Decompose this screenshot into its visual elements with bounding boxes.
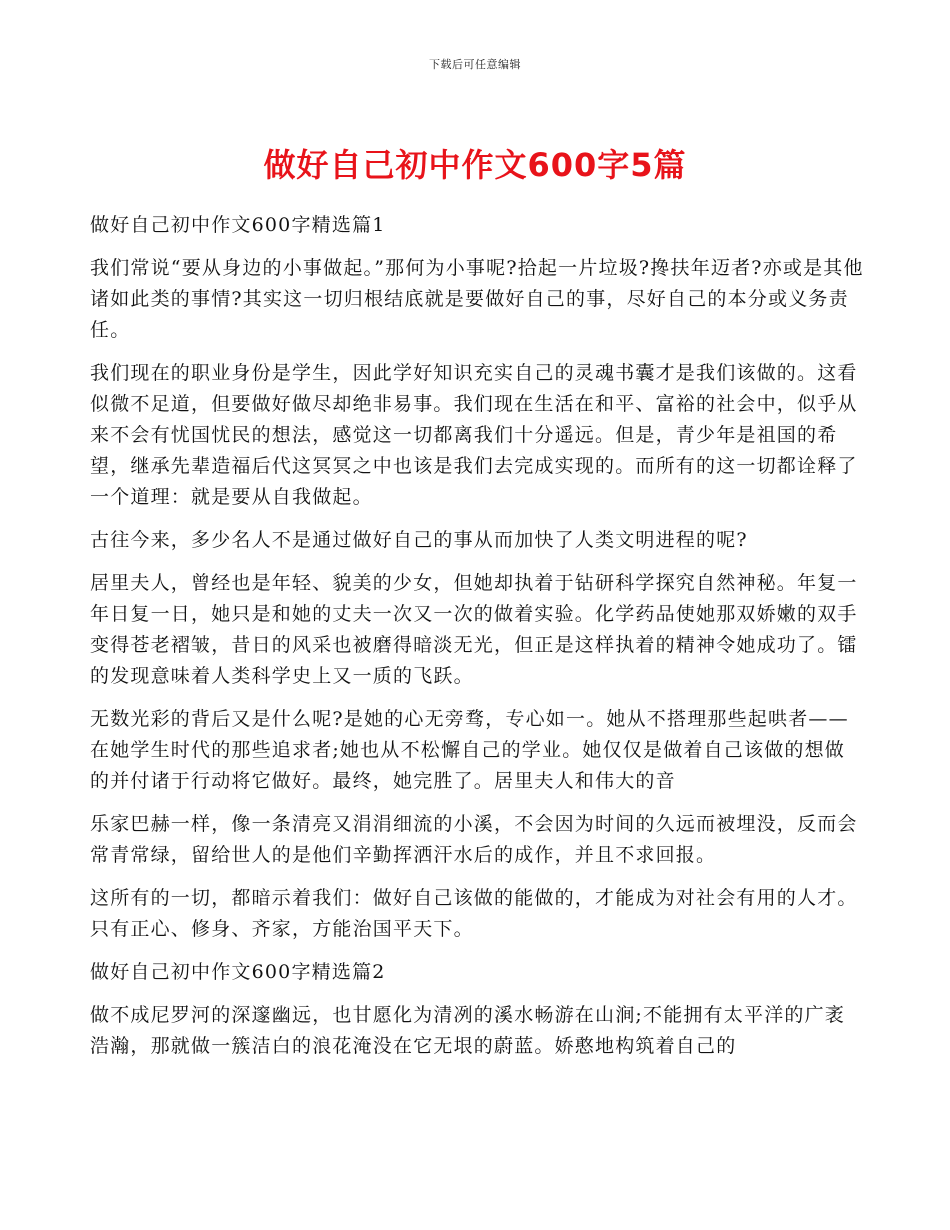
- paragraph-3: 古往今来，多少名人不是通过做好自己的事从而加快了人类文明进程的呢?: [90, 529, 748, 551]
- header-note: 下载后可任意编辑: [429, 58, 521, 71]
- section-heading-1: 做好自己初中作文600字精选篇1: [90, 214, 386, 236]
- document-body: [90, 210, 865, 1074]
- paragraph-2: 我们现在的职业身份是学生，因此学好知识充实自己的灵魂书囊才是我们该做的。这看似微不足道，但要做好做尽却绝非易事。我们现在生活在和平、富裕的社会中，似乎从来不会有忧国忧民的想法，感觉这一切都离我们十分遥远。但是，青少年是祖国的希望，继承先辈造福后代这冥冥之中也该是我们去完成实现的。而所有的这一切都诠释了一个道理：就是要从自我做起。: [90, 362, 858, 508]
- paragraph-7: 这所有的一切，都暗示着我们：做好自己该做的能做的，才能成为对社会有用的人才。只有正心、修身、齐家，方能治国平天下。: [90, 887, 858, 940]
- paragraph-1: 我们常说“要从身边的小事做起。”那何为小事呢?拾起一片垃圾?搀扶年迈者?亦或是其他诸如此类的事情?其实这一切归根结底就是要做好自己的事，尽好自己的本分或义务责任。: [90, 257, 864, 341]
- paragraph-4: 居里夫人，曾经也是年轻、貌美的少女，但她却执着于钻研科学探究自然神秘。年复一年日复一日，她只是和她的丈夫一次又一次的做着实验。化学药品使她那双娇嫩的双手变得苍老褶皱，昔日的风采也被磨得暗淡无光，但正是这样执着的精神令她成功了。镭的发现意味着人类科学史上又一质的飞跃。: [90, 572, 858, 687]
- document-title: 做好自己初中作文600字5篇: [263, 146, 687, 184]
- paragraph-6: 乐家巴赫一样，像一条清亮又涓涓细流的小溪，不会因为时间的久远而被埋没，反而会常青常绿，留给世人的是他们辛勤挥洒汗水后的成作，并且不求回报。: [90, 813, 858, 866]
- paragraph-5: 无数光彩的背后又是什么呢?是她的心无旁骛，专心如一。她从不搭理那些起哄者——在她学生时代的那些追求者;她也从不松懈自己的学业。她仅仅是做着自己该做的想做的并付诸于行动将它做好。最终，她完胜了。居里夫人和伟大的音: [90, 708, 849, 792]
- paragraph-8: 做不成尼罗河的深邃幽远，也甘愿化为清冽的溪水畅游在山涧;不能拥有太平洋的广袤浩瀚，那就做一簇洁白的浪花淹没在它无垠的蔚蓝。娇憨地构筑着自己的: [90, 1004, 846, 1057]
- section-heading-2: 做好自己初中作文600字精选篇2: [90, 961, 386, 983]
